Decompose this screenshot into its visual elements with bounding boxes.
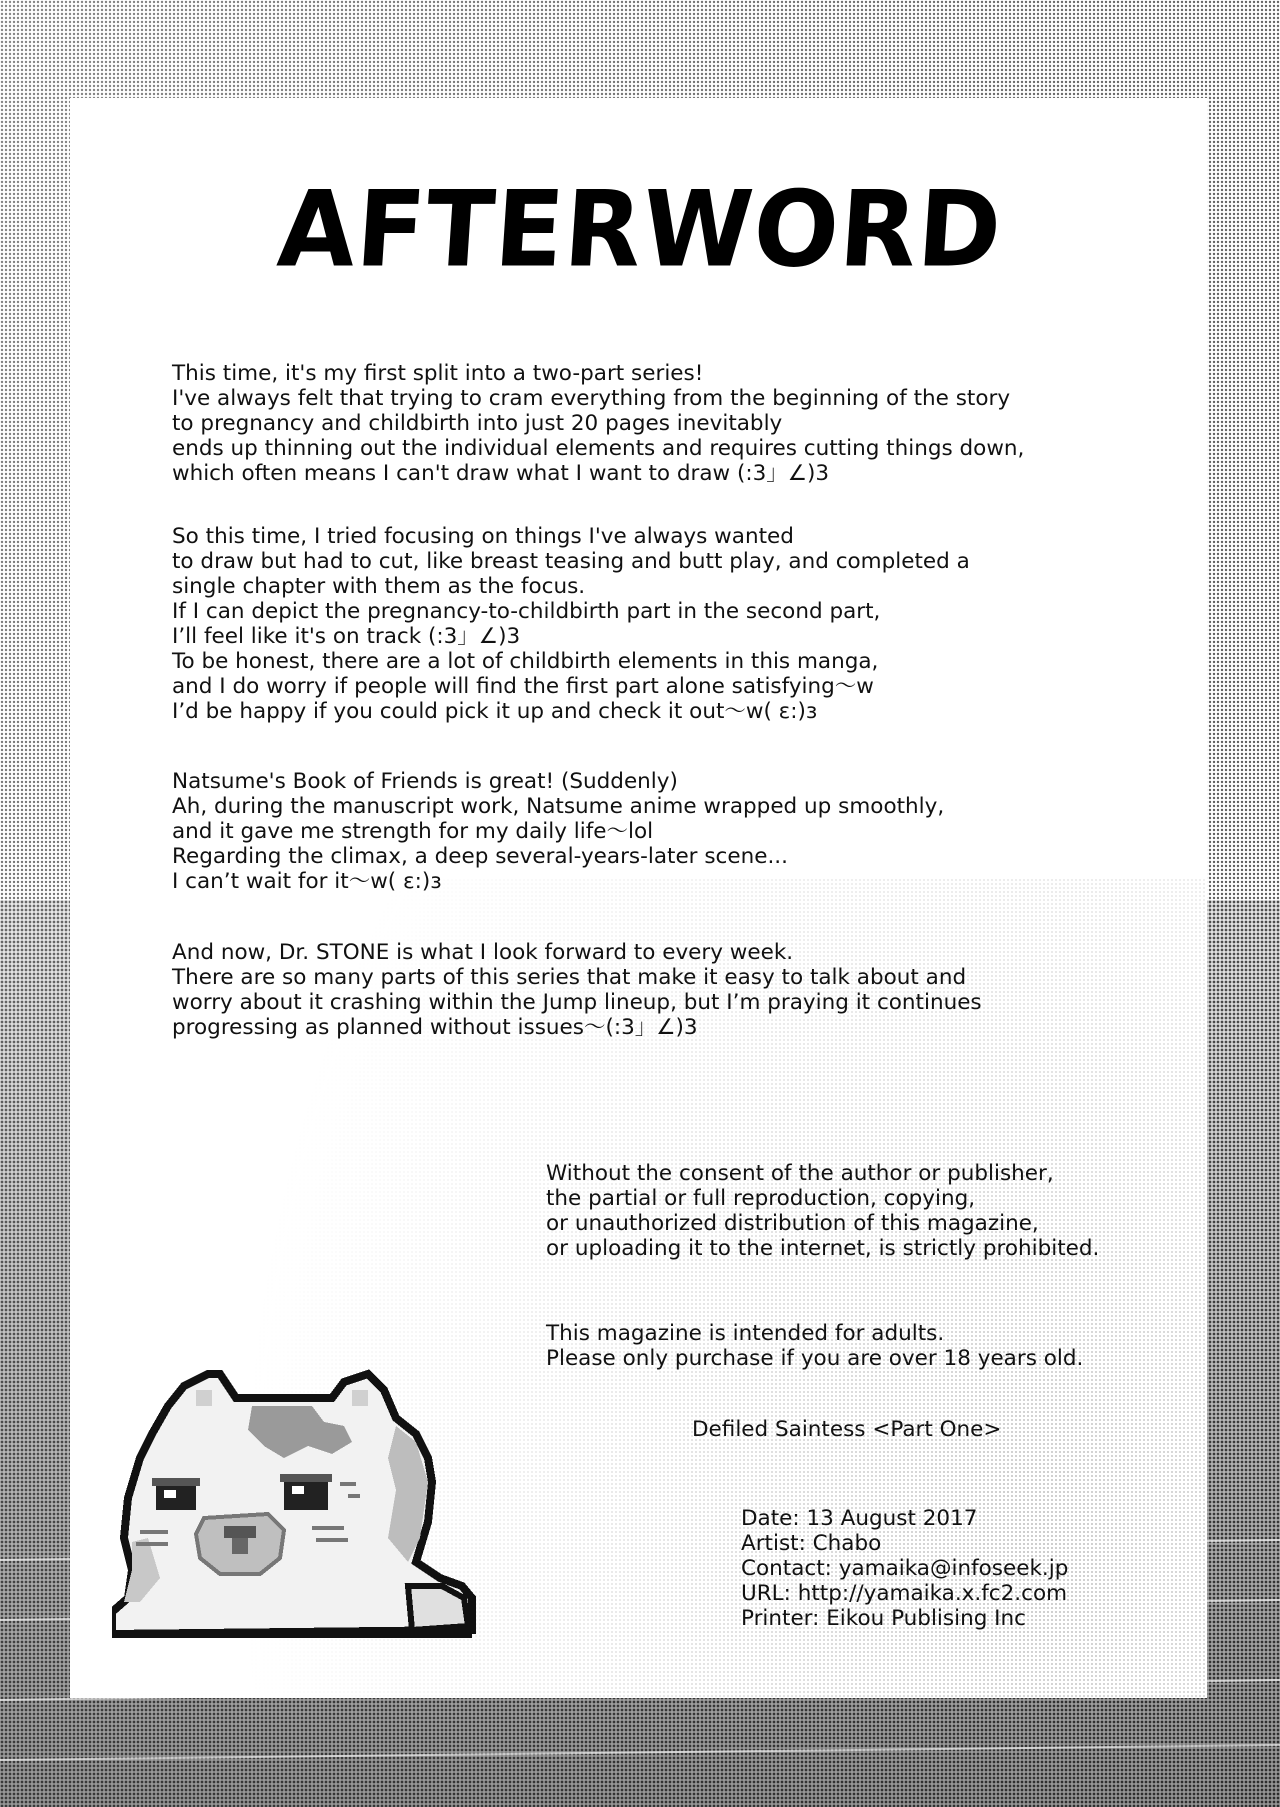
- text-line: ends up thinning out the individual elements and requires cutting things down,: [172, 436, 1025, 461]
- text-line: worry about it crashing within the Jump lineup, but I’m praying it continues: [172, 990, 982, 1015]
- text-line: progressing as planned without issues～(:3」∠)3: [172, 1015, 698, 1040]
- page-title: AFTERWORD: [274, 168, 1006, 291]
- text-line: I can’t wait for it～w( ε:)з: [172, 869, 442, 894]
- notice-line: Without the consent of the author or publisher,: [546, 1161, 1054, 1186]
- text-line: and I do worry if people will find the first part alone satisfying～w: [172, 674, 874, 699]
- text-line: This time, it's my first split into a two-part series!: [172, 361, 704, 386]
- text-line: There are so many parts of this series that make it easy to talk about and: [172, 965, 967, 990]
- colophon-contact: Contact: yamaika@infoseek.jp: [741, 1556, 1069, 1581]
- text-line: So this time, I tried focusing on things I've always wanted: [172, 524, 794, 549]
- text-line: If I can depict the pregnancy-to-childbirth part in the second part,: [172, 599, 881, 624]
- text-line: and it gave me strength for my daily life～lol: [172, 819, 654, 844]
- colophon-date: Date: 13 August 2017: [741, 1506, 978, 1531]
- notice-line: Please only purchase if you are over 18 years old.: [546, 1346, 1084, 1371]
- copyright-notice: [546, 1161, 1099, 1261]
- paragraph-3: [172, 769, 944, 894]
- adult-notice: [546, 1321, 1083, 1371]
- notice-line: the partial or full reproduction, copying,: [546, 1186, 976, 1211]
- colophon-artist: Artist: Chabo: [741, 1531, 882, 1556]
- pixel-cat-mascot-icon: [112, 1362, 544, 1658]
- book-title: Defiled Saintess <Part One>: [692, 1417, 1002, 1442]
- text-line: single chapter with them as the focus.: [172, 574, 586, 599]
- text-line: to pregnancy and childbirth into just 20 pages inevitably: [172, 411, 783, 436]
- colophon-printer: Printer: Eikou Publising Inc: [741, 1606, 1026, 1631]
- notice-line: or uploading it to the internet, is strictly prohibited.: [546, 1236, 1100, 1261]
- text-line: To be honest, there are a lot of childbirth elements in this manga,: [172, 649, 879, 674]
- text-line: I've always felt that trying to cram everything from the beginning of the story: [172, 386, 1011, 411]
- text-line: And now, Dr. STONE is what I look forward to every week.: [172, 940, 794, 965]
- paragraph-4: [172, 940, 982, 1040]
- text-line: to draw but had to cut, like breast teasing and butt play, and completed a: [172, 549, 970, 574]
- text-line: Ah, during the manuscript work, Natsume anime wrapped up smoothly,: [172, 794, 945, 819]
- text-line: Natsume's Book of Friends is great! (Suddenly): [172, 769, 678, 794]
- text-line: which often means I can't draw what I want to draw (:3」∠)3: [172, 461, 830, 486]
- text-line: I’d be happy if you could pick it up and check it out～w( ε:)з: [172, 699, 818, 724]
- notice-line: or unauthorized distribution of this magazine,: [546, 1211, 1039, 1236]
- colophon: [741, 1506, 1068, 1631]
- paragraph-2: [172, 524, 970, 724]
- text-line: Regarding the climax, a deep several-years-later scene...: [172, 844, 788, 869]
- notice-line: This magazine is intended for adults.: [546, 1321, 945, 1346]
- text-line: I’ll feel like it's on track (:3」∠)3: [172, 624, 521, 649]
- paragraph-1: [172, 361, 1024, 486]
- colophon-url: URL: http://yamaika.x.fc2.com: [741, 1581, 1068, 1606]
